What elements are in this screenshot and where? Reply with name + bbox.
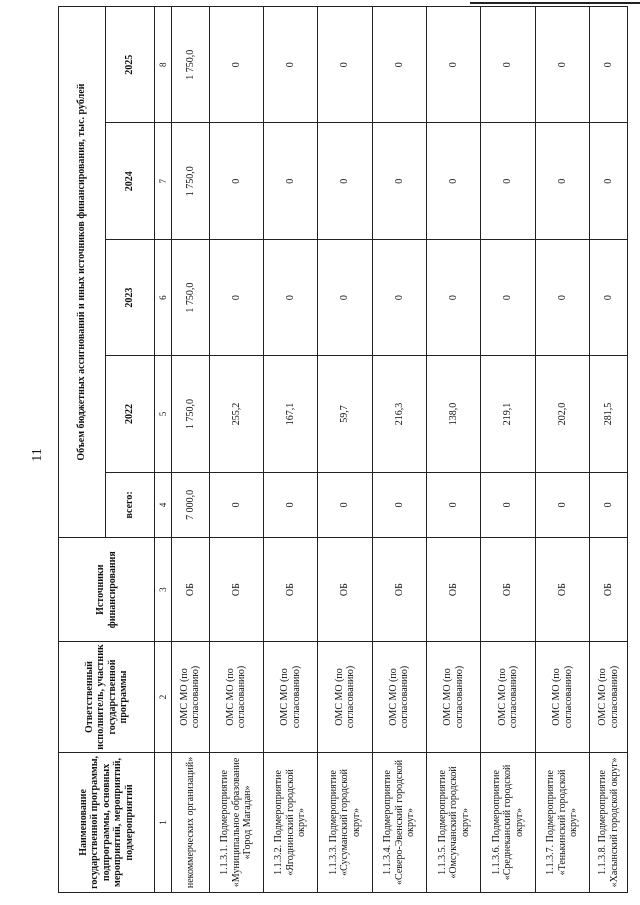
row-total: 0 [318,472,372,538]
row-executor: ОМС МО (по согласованию) [481,642,535,753]
row-2024: 0 [318,123,372,239]
header-name: Наименование государственной программы, подпрограммы, основных мероприятий, мероприятий, подмероприятий [59,752,155,892]
row-2022: 216,3 [372,356,426,472]
row-executor: ОМС МО (по согласованию) [535,642,589,753]
row-2022: 281,5 [590,356,628,472]
row-name: 1.1.3.2. Подмероприятие «Ягоднинский городской округ» [264,752,318,892]
header-2024: 2024 [106,123,155,239]
table-row [481,7,535,893]
header-2022: 2022 [106,356,155,472]
header-2025: 2025 [106,7,155,123]
row-2023: 0 [481,239,535,355]
row-total: 7 000,0 [172,472,210,538]
financing-table [58,6,628,893]
row-2022: 167,1 [264,356,318,472]
row-total: 0 [264,472,318,538]
row-executor: ОМС МО (по согласованию) [264,642,318,753]
row-2025: 0 [372,7,426,123]
row-2023: 0 [372,239,426,355]
table-row [318,7,372,893]
header-2023: 2023 [106,239,155,355]
table-row [427,7,481,893]
col-number: 8 [155,7,172,123]
row-2023: 0 [264,239,318,355]
row-total: 0 [372,472,426,538]
row-name: 1.1.3.8. Подмероприятие «Хасынский городской округ» [590,752,628,892]
row-2025: 0 [209,7,263,123]
row-2025: 0 [590,7,628,123]
header-total: всего: [106,472,155,538]
row-source: ОБ [172,538,210,642]
row-2024: 0 [372,123,426,239]
row-name: 1.1.3.3. Подмероприятие «Сусуманский городской округ» [318,752,372,892]
row-2022: 1 750,0 [172,356,210,472]
row-2023: 1 750,0 [172,239,210,355]
row-total: 0 [481,472,535,538]
header-group: Объем бюджетных ассигнований и иных источников финансирования, тыс. рублей [59,7,106,538]
row-executor: ОМС МО (по согласованию) [318,642,372,753]
row-total: 0 [535,472,589,538]
table-row [535,7,589,893]
row-2024: 0 [590,123,628,239]
row-source: ОБ [318,538,372,642]
row-2025: 0 [481,7,535,123]
page-number: 11 [30,448,45,462]
row-2024: 0 [264,123,318,239]
row-name: 1.1.3.7. Подмероприятие «Тенькинский городской округ» [535,752,589,892]
row-source: ОБ [481,538,535,642]
row-name: 1.1.3.6. Подмероприятие «Среднеканский городской округ» [481,752,535,892]
row-2024: 0 [427,123,481,239]
row-2022: 59,7 [318,356,372,472]
row-source: ОБ [209,538,263,642]
row-2025: 0 [264,7,318,123]
row-name: 1.1.3.5. Подмероприятие «Омсукчанский городской округ» [427,752,481,892]
row-2024: 0 [481,123,535,239]
row-2023: 0 [209,239,263,355]
row-2023: 0 [535,239,589,355]
row-2022: 255,2 [209,356,263,472]
table-row [264,7,318,893]
col-number: 1 [155,752,172,892]
row-name: 1.1.3.1. Подмероприятие «Муниципальное образование «Город Магадан» [209,752,263,892]
row-2024: 0 [535,123,589,239]
row-2022: 202,0 [535,356,589,472]
row-source: ОБ [535,538,589,642]
table-row [172,7,210,893]
row-executor: ОМС МО (по согласованию) [172,642,210,753]
row-executor: ОМС МО (по согласованию) [427,642,481,753]
row-2022: 219,1 [481,356,535,472]
row-executor: ОМС МО (по согласованию) [372,642,426,753]
col-number: 6 [155,239,172,355]
row-name: 1.1.3.4. Подмероприятие «Северо-Эвенский городской округ» [372,752,426,892]
table-row [590,7,628,893]
row-executor: ОМС МО (по согласованию) [590,642,628,753]
row-source: ОБ [264,538,318,642]
table-row [372,7,426,893]
row-2024: 0 [209,123,263,239]
row-source: ОБ [590,538,628,642]
row-2024: 1 750,0 [172,123,210,239]
row-2022: 138,0 [427,356,481,472]
header-source: Источники финансирования [59,538,155,642]
row-2025: 0 [535,7,589,123]
row-2023: 0 [590,239,628,355]
row-2023: 0 [427,239,481,355]
row-total: 0 [590,472,628,538]
header-executor: Ответственный исполнитель, участник государственной программы [59,642,155,753]
col-number: 3 [155,538,172,642]
col-number: 2 [155,642,172,753]
row-total: 0 [427,472,481,538]
row-total: 0 [209,472,263,538]
row-name: некоммерческих организаций» [172,752,210,892]
row-2025: 0 [318,7,372,123]
col-number: 7 [155,123,172,239]
col-number: 4 [155,472,172,538]
row-2023: 0 [318,239,372,355]
row-2025: 0 [427,7,481,123]
table-row [209,7,263,893]
row-source: ОБ [427,538,481,642]
row-2025: 1 750,0 [172,7,210,123]
row-source: ОБ [372,538,426,642]
row-executor: ОМС МО (по согласованию) [209,642,263,753]
col-number: 5 [155,356,172,472]
